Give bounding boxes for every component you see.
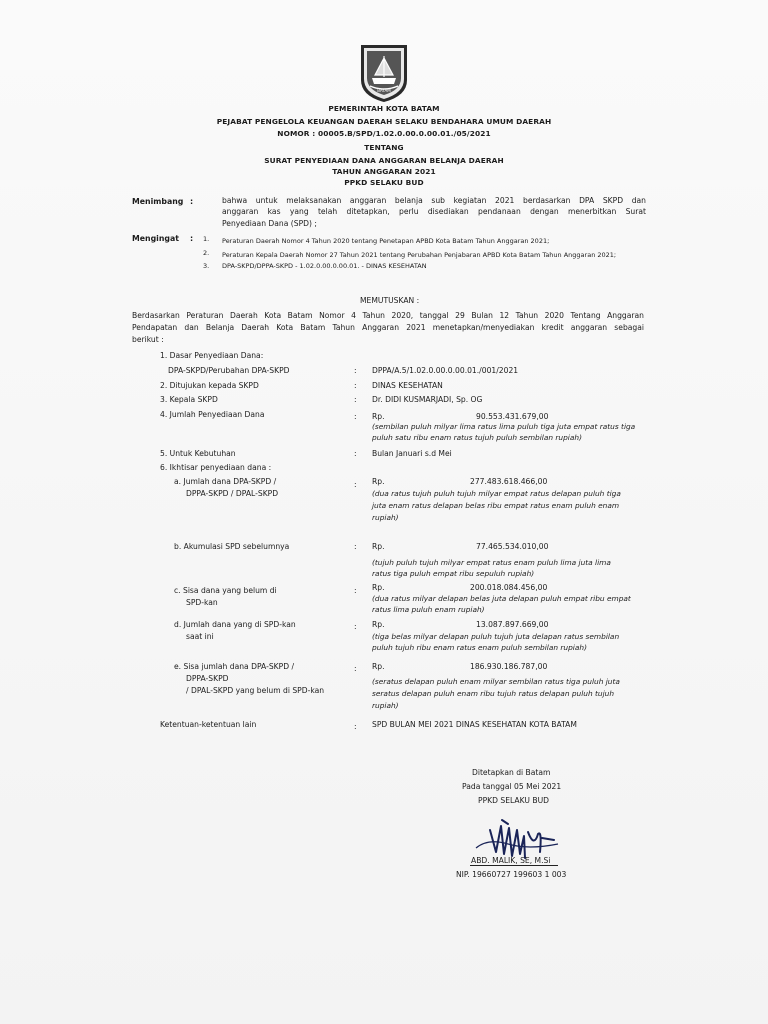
ketentuan-value: SPD BULAN MEI 2021 DINAS KESEHATAN KOTA BATAM: [372, 720, 577, 729]
item-a-colon: :: [354, 480, 357, 489]
item-c-colon: :: [354, 586, 357, 595]
item-c-label-1: c. Sisa dana yang belum di: [174, 586, 277, 595]
item-d-colon: :: [354, 622, 357, 631]
item1-colon: :: [354, 366, 357, 375]
mengingat-colon: :: [190, 234, 194, 243]
item-d-amount: 13.087.897.669,00: [476, 620, 549, 629]
item-c-label-2: SPD-kan: [186, 598, 218, 607]
menimbang-label: Menimbang: [132, 197, 184, 206]
mengingat-item-1: Peraturan Daerah Nomor 4 Tahun 2020 tentang Penetapan APBD Kota Batam Tahun Anggaran 2021;: [222, 237, 550, 245]
svg-text:BATAM: BATAM: [377, 88, 391, 93]
item2-value: DINAS KESEHATAN: [372, 381, 443, 390]
mengingat-item-3: DPA-SKPD/DPPA-SKPD - 1.02.0.00.0.00.01. - DINAS KESEHATAN: [222, 262, 427, 270]
item-e-words-1: (seratus delapan puluh enam milyar sembilan ratus tiga puluh juta: [372, 677, 620, 686]
item-e-label-1: e. Sisa jumlah dana DPA-SKPD /: [174, 662, 295, 671]
item-c-words-1: (dua ratus milyar delapan belas juta delapan puluh empat ribu empat: [372, 594, 631, 603]
item4-rp: Rp.: [372, 412, 385, 421]
item-b-words-2: ratus tiga puluh empat ribu sepuluh rupiah): [372, 569, 535, 578]
signer-name: ABD. MALIK, SE, M.Si: [471, 856, 551, 865]
memutuskan-line3: berikut :: [132, 335, 164, 344]
item-a-label-2: DPPA-SKPD / DPAL-SKPD: [186, 489, 279, 498]
item5-value: Bulan Januari s.d Mei: [372, 449, 452, 458]
item-d-words-1: (tiga belas milyar delapan puluh tujuh juta delapan ratus sembilan: [372, 632, 620, 641]
item4-words-1: (sembilan puluh milyar lima ratus lima puluh tiga juta empat ratus tiga: [372, 422, 636, 431]
memutuskan-line2: Pendapatan dan Belanja Daerah Kota Batam Tahun Anggaran 2021 menetapkan/menyediakan kredit anggaran sebagai: [132, 323, 644, 332]
item3-value: Dr. DIDI KUSMARJADI, Sp. OG: [372, 395, 483, 404]
item-e-colon: :: [354, 664, 357, 673]
item-d-label-1: d. Jumlah dana yang di SPD-kan: [174, 620, 296, 629]
item-c-rp: Rp.: [372, 583, 385, 592]
sign-date: Pada tanggal 05 Mei 2021: [462, 782, 562, 791]
menimbang-colon: :: [190, 197, 194, 206]
item6-label: 6. Ikhtisar penyediaan dana :: [160, 463, 272, 472]
item-b-rp: Rp.: [372, 542, 385, 551]
item-a-words-1: (dua ratus tujuh puluh tujuh milyar empat ratus delapan puluh tiga: [372, 489, 621, 498]
ketentuan-colon: :: [354, 722, 357, 731]
sign-place: Ditetapkan di Batam: [472, 768, 551, 777]
ketentuan-label: Ketentuan-ketentuan lain: [160, 720, 257, 729]
item-b-label-1: b. Akumulasi SPD sebelumnya: [174, 542, 290, 551]
item-d-rp: Rp.: [372, 620, 385, 629]
item-a-amount: 277.483.618.466,00: [470, 477, 548, 486]
item2-label: 2. Ditujukan kepada SKPD: [160, 381, 259, 390]
memutuskan-title: MEMUTUSKAN :: [360, 296, 420, 305]
header-tentang: TENTANG: [364, 143, 404, 152]
item-e-amount: 186.930.186.787,00: [470, 662, 548, 671]
item-c-words-2: ratus lima puluh enam rupiah): [372, 605, 485, 614]
header-ppkd: PPKD SELAKU BUD: [344, 178, 424, 187]
menimbang-line1: bahwa untuk melaksanakan anggaran belanja sub kegiatan 2021 berdasarkan DPA SKPD dan: [222, 196, 646, 205]
item-e-label-2: DPPA-SKPD: [186, 674, 229, 683]
item5-colon: :: [354, 449, 357, 458]
item-e-label-3: / DPAL-SKPD yang belum di SPD-kan: [186, 686, 325, 695]
item3-label: 3. Kepala SKPD: [160, 395, 218, 404]
batam-emblem-logo: [358, 42, 410, 104]
item-b-words-1: (tujuh puluh tujuh milyar empat ratus enam puluh lima juta lima: [372, 558, 611, 567]
header-year: TAHUN ANGGARAN 2021: [332, 167, 436, 176]
menimbang-line3: Penyediaan Dana (SPD) ;: [222, 219, 317, 228]
item1-value: DPPA/A.5/1.02.0.00.0.00.01./001/2021: [372, 366, 519, 375]
mengingat-num-3: 3.: [203, 262, 210, 270]
item-e-rp: Rp.: [372, 662, 385, 671]
mengingat-num-1: 1.: [203, 235, 210, 243]
header-title: SURAT PENYEDIAAN DANA ANGGARAN BELANJA DAERAH: [264, 156, 504, 165]
item-a-rp: Rp.: [372, 477, 385, 486]
item1-sub: DPA-SKPD/Perubahan DPA-SKPD: [168, 366, 290, 375]
item-c-amount: 200.018.084.456,00: [470, 583, 548, 592]
header-government: PEMERINTAH KOTA BATAM: [328, 104, 440, 113]
item2-colon: :: [354, 381, 357, 390]
item-e-words-2: seratus delapan puluh enam ribu tujuh ratus delapan puluh tujuh: [372, 689, 615, 698]
mengingat-item-2: Peraturan Kepala Daerah Nomor 27 Tahun 2021 tentang Perubahan Penjabaran APBD Kota Batam Tahun Anggaran 2021;: [222, 251, 617, 259]
item-a-label-1: a. Jumlah dana DPA-SKPD /: [174, 477, 277, 486]
item4-label: 4. Jumlah Penyediaan Dana: [160, 410, 265, 419]
item-d-label-2: saat ini: [186, 632, 214, 641]
header-number: NOMOR : 00005.B/SPD/1.02.0.00.0.00.01./05/2021: [277, 129, 491, 138]
item4-words-2: puluh satu ribu enam ratus tujuh puluh sembilan rupiah): [372, 433, 582, 442]
item-b-amount: 77.465.534.010,00: [476, 542, 549, 551]
mengingat-label: Mengingat: [132, 234, 179, 243]
menimbang-line2: anggaran kas yang telah ditetapkan, perlu disediakan pendanaan dengan menerbitkan Surat: [222, 207, 646, 216]
signer-nip: NIP. 19660727 199603 1 003: [456, 870, 567, 879]
item1-label: 1. Dasar Penyediaan Dana:: [160, 351, 264, 360]
item5-label: 5. Untuk Kebutuhan: [160, 449, 236, 458]
memutuskan-line1: Berdasarkan Peraturan Daerah Kota Batam Nomor 4 Tahun 2020, tanggal 29 Bulan 12 Tahun 2020 Tentang Anggaran: [132, 311, 644, 320]
item4-colon: :: [354, 412, 357, 421]
item4-amount: 90.553.431.679,00: [476, 412, 549, 421]
item-a-words-3: rupiah): [372, 513, 399, 522]
item-e-words-3: rupiah): [372, 701, 399, 710]
item3-colon: :: [354, 395, 357, 404]
item-d-words-2: puluh tujuh ribu enam ratus enam puluh sembilan rupiah): [372, 643, 587, 652]
header-official: PEJABAT PENGELOLA KEUANGAN DAERAH SELAKU BENDAHARA UMUM DAERAH: [216, 117, 552, 126]
sign-position: PPKD SELAKU BUD: [478, 796, 549, 805]
item-b-colon: :: [354, 542, 357, 551]
item-a-words-2: juta enam ratus delapan belas ribu empat ratus enam puluh enam: [372, 501, 620, 510]
signature-underline: [470, 865, 558, 866]
mengingat-num-2: 2.: [203, 249, 210, 257]
